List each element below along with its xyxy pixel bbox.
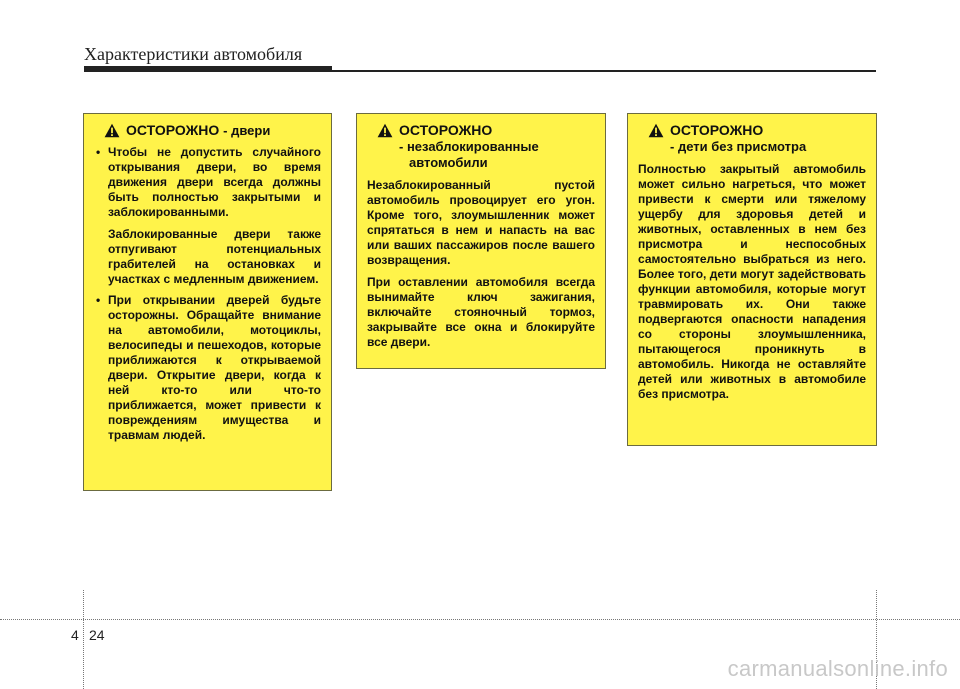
header-rule-thin bbox=[332, 70, 876, 72]
warning-header bbox=[638, 122, 866, 139]
warning-subtitle: - двери bbox=[223, 123, 271, 138]
warning-triangle-icon bbox=[104, 123, 120, 138]
warning-subtitle: автомобили bbox=[409, 155, 488, 171]
footer-guide-line bbox=[0, 619, 960, 620]
warning-header bbox=[367, 122, 595, 139]
list-item bbox=[94, 293, 321, 443]
header-rule-thick bbox=[84, 66, 332, 72]
page-number: 24 bbox=[89, 627, 105, 643]
warning-paragraph: При оставлении автомобиля всегда вынимайте ключ зажигания, включайте стояночный тормоз, закрывайте все окна и блокируйте все двери. bbox=[367, 275, 595, 350]
section-title: Характеристики автомобиля bbox=[84, 44, 303, 64]
warning-box-doors bbox=[83, 113, 332, 491]
bullet-paragraph: Заблокированные двери также отпугивают потенциальных грабителей на остановках и участках с медленным движением. bbox=[108, 226, 321, 286]
watermark: carmanualsonline.info bbox=[727, 656, 948, 681]
warning-box-unlocked bbox=[356, 113, 606, 369]
warning-paragraph: Незаблокированный пустой автомобиль провоцирует его угон. Кроме того, злоумышленник может спрятаться в нем и напасть на вас или ваших пассажиров после вашего возвращения. bbox=[367, 178, 595, 268]
warning-header bbox=[94, 122, 321, 139]
warning-box-children bbox=[627, 113, 877, 446]
warning-title: ОСТОРОЖНО bbox=[670, 122, 764, 138]
warning-subtitle: - незаблокированные bbox=[399, 138, 539, 154]
chapter-number: 4 bbox=[71, 627, 79, 643]
list-item bbox=[94, 145, 321, 287]
bullet-paragraph: • Чтобы не допустить случайного открывания двери, во время движения двери всегда должны быть полностью закрытыми и заблокированными. bbox=[108, 144, 321, 219]
footer-guide-line bbox=[83, 590, 84, 689]
warning-triangle-icon bbox=[377, 123, 393, 138]
warning-subtitle: - дети без присмотра bbox=[670, 138, 807, 154]
warning-title: ОСТОРОЖНО bbox=[126, 122, 220, 138]
warning-triangle-icon bbox=[648, 123, 664, 138]
bullet-paragraph: • При открывании дверей будьте осторожны. Обращайте внимание на автомобили, мотоциклы, велосипеды и пешеходов, которые приближаются к открываемой двери. Открытие двери, когда к ней кто-то или что-то приближается, может привести к повреждениям имущества и травмам людей. bbox=[108, 292, 321, 442]
warning-paragraph: Полностью закрытый автомобиль может сильно нагреться, что может привести к смерти или тяжелому ущербу для здоровья детей и животных, оставленных в нем без присмотра и неспособных самостоятельно выбраться из него. Более того, дети могут задействовать функции автомобиля, которые могут травмировать их. Они также подвергаются опасности нападения со стороны злоумышленника, пытающегося проникнуть в автомобиль. Никогда не оставляйте детей или животных в автомобиле без присмотра. bbox=[638, 162, 866, 402]
bullet-list bbox=[94, 145, 321, 443]
warning-title: ОСТОРОЖНО bbox=[399, 122, 493, 138]
